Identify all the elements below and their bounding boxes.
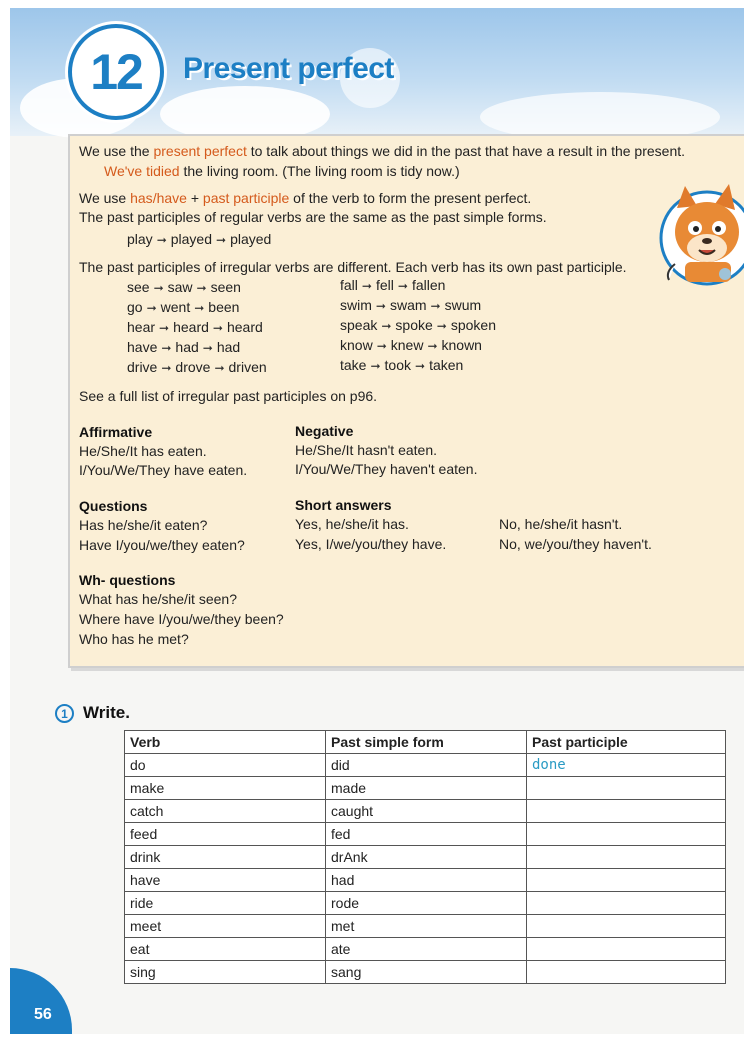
table-cell: do [125,754,326,777]
verb: had [216,339,241,355]
highlight-example: We've tidied [104,163,180,179]
questions-heading: Questions [79,498,148,514]
text: We use the [79,143,154,159]
highlight-term: present perfect [153,143,247,159]
arrow-right-icon: ➞ [212,321,223,335]
verb: spoken [450,317,496,333]
arrow-right-icon: ➞ [153,281,164,295]
column-header: Past participle [527,731,726,754]
highlight-term: / [152,190,157,206]
irregular-verb-forms [127,338,240,357]
unit-number: 12 [90,44,142,100]
verb: fallen [411,277,446,293]
verb-table [124,730,726,984]
table-cell: catch [125,800,326,823]
wh-questions-heading: Wh- questions [79,572,176,588]
irregular-verb-forms [127,318,263,337]
highlight-term: past participle [202,190,290,206]
form-line: No, we/you/they haven't. [499,536,652,552]
table-cell: ride [125,892,326,915]
short-answers-heading: Short answers [295,497,392,513]
table-row [125,869,726,892]
table-cell: have [125,869,326,892]
verb: heard [173,319,209,335]
table-cell: sang [326,961,527,984]
irregular-verb-forms [340,356,463,375]
verb: go [127,299,143,315]
form-line: I/You/We/They have eaten. [79,462,248,478]
arrow-right-icon: ➞ [375,299,386,313]
past-participle-answer[interactable] [527,869,726,892]
form-line: Yes, he/she/it has. [295,516,409,532]
arrow-right-icon: ➞ [216,233,227,247]
arrow-right-icon: ➞ [196,281,207,295]
table-cell: meet [125,915,326,938]
table-cell: ate [326,938,527,961]
verb: played [230,231,272,247]
arrow-right-icon: ➞ [161,361,172,375]
arrow-right-icon: ➞ [427,339,438,353]
text: of the verb to form the present perfect. [289,190,532,206]
table-row [125,892,726,915]
verb: fell [375,277,394,293]
form-line: Yes, I/we/you/they have. [295,536,447,552]
verb: known [441,337,482,353]
verb: see [127,279,150,295]
past-participle-answer[interactable]: done [527,754,726,777]
text: + [186,190,203,206]
past-participle-answer[interactable] [527,777,726,800]
arrow-right-icon: ➞ [159,321,170,335]
table-row [125,961,726,984]
verb: knew [390,337,424,353]
verb: seen [210,279,241,295]
page-number-tab [10,968,72,1034]
verb: driven [228,359,267,375]
arrow-right-icon: ➞ [430,299,441,313]
table-body [125,754,726,984]
page-number: 56 [34,1006,52,1023]
form-line: What has he/she/it seen? [79,591,237,607]
table-row [125,800,726,823]
verb: swum [444,297,482,313]
table-cell: make [125,777,326,800]
intro-line-5: The past participles of irregular verbs are different. Each verb has its own past participle. [79,259,627,275]
text: the living room. (The living room is tidy now.) [179,163,460,179]
fox-mascot-icon [655,168,744,308]
past-participle-answer[interactable] [527,800,726,823]
highlight-term: have [156,190,187,206]
arrow-right-icon: ➞ [156,233,167,247]
verb: spoke [395,317,433,333]
verb: have [127,339,158,355]
table-cell: made [326,777,527,800]
text: We use [79,190,131,206]
verb: fall [340,277,358,293]
form-line: Where have I/you/we/they been? [79,611,284,627]
intro-line-3 [79,189,531,207]
form-line: Who has he met? [79,631,189,647]
verb: heard [226,319,263,335]
table-cell: sing [125,961,326,984]
table-row [125,846,726,869]
arrow-right-icon: ➞ [146,301,157,315]
text: to talk about things we did in the past that have a result in the present. [246,143,686,159]
arrow-right-icon: ➞ [376,339,387,353]
verb: know [340,337,373,353]
unit-number-badge [68,24,164,120]
table-header-row [125,731,726,754]
verb: been [208,299,240,315]
table-cell: eat [125,938,326,961]
table-cell: drAnk [326,846,527,869]
verb: taken [429,357,464,373]
verb: hear [127,319,156,335]
affirmative-heading: Affirmative [79,424,153,440]
past-participle-answer[interactable] [527,915,726,938]
see-full-list: See a full list of irregular past participles on p96. [79,388,378,404]
irregular-verb-forms [127,358,267,377]
arrow-right-icon: ➞ [436,319,447,333]
form-line: No, he/she/it hasn't. [499,516,623,532]
form-line: He/She/It hasn't eaten. [295,442,437,458]
past-participle-answer[interactable] [527,938,726,961]
exercise-instruction: Write. [83,703,130,722]
past-participle-answer[interactable] [527,846,726,869]
form-line: Has he/she/it eaten? [79,517,208,533]
form-line: I/You/We/They haven't eaten. [295,461,478,477]
exercise-number: 1 [55,704,74,723]
form-line: Have I/you/we/they eaten? [79,537,245,553]
verb: drive [127,359,158,375]
past-participle-answer[interactable] [527,823,726,846]
irregular-verb-forms [340,316,496,335]
verb: speak [340,317,378,333]
negative-heading: Negative [295,423,354,439]
verb: play [127,231,153,247]
irregular-verb-forms [340,296,481,315]
table-cell: caught [326,800,527,823]
example-line [104,162,460,180]
table-row [125,777,726,800]
past-participle-answer[interactable] [527,961,726,984]
arrow-right-icon: ➞ [370,359,381,373]
page-title: Present perfect [183,52,394,85]
highlight-term: has [130,190,153,206]
arrow-right-icon: ➞ [194,301,205,315]
table-row [125,754,726,777]
verb: drove [175,359,211,375]
irregular-verb-forms [340,336,482,355]
past-participle-answer[interactable] [527,892,726,915]
table-cell: drink [125,846,326,869]
irregular-verb-forms [127,298,239,317]
column-header: Verb [125,731,326,754]
verb: played [170,231,213,247]
verb: swam [389,297,427,313]
verb: swim [340,297,372,313]
verb: went [160,299,191,315]
intro-line-4: The past participles of regular verbs are the same as the past simple forms. [79,209,547,225]
column-header: Past simple form [326,731,527,754]
form-line: He/She/It has eaten. [79,443,207,459]
table-cell: fed [326,823,527,846]
arrow-right-icon: ➞ [381,319,392,333]
table-cell: met [326,915,527,938]
table-cell: feed [125,823,326,846]
verb: had [175,339,199,355]
verb: saw [167,279,193,295]
irregular-verb-forms [127,278,241,297]
verb: took [384,357,411,373]
table-cell: had [326,869,527,892]
textbook-page [10,8,744,1034]
table-row [125,823,726,846]
regular-verb-example [127,230,271,249]
table-cell: did [326,754,527,777]
table-cell: rode [326,892,527,915]
arrow-right-icon: ➞ [161,341,172,355]
arrow-right-icon: ➞ [202,341,213,355]
table-row [125,938,726,961]
intro-line-1 [79,142,685,160]
irregular-verb-forms [340,276,445,295]
arrow-right-icon: ➞ [415,359,426,373]
table-row [125,915,726,938]
arrow-right-icon: ➞ [397,279,408,293]
arrow-right-icon: ➞ [361,279,372,293]
arrow-right-icon: ➞ [214,361,225,375]
verb: take [340,357,367,373]
